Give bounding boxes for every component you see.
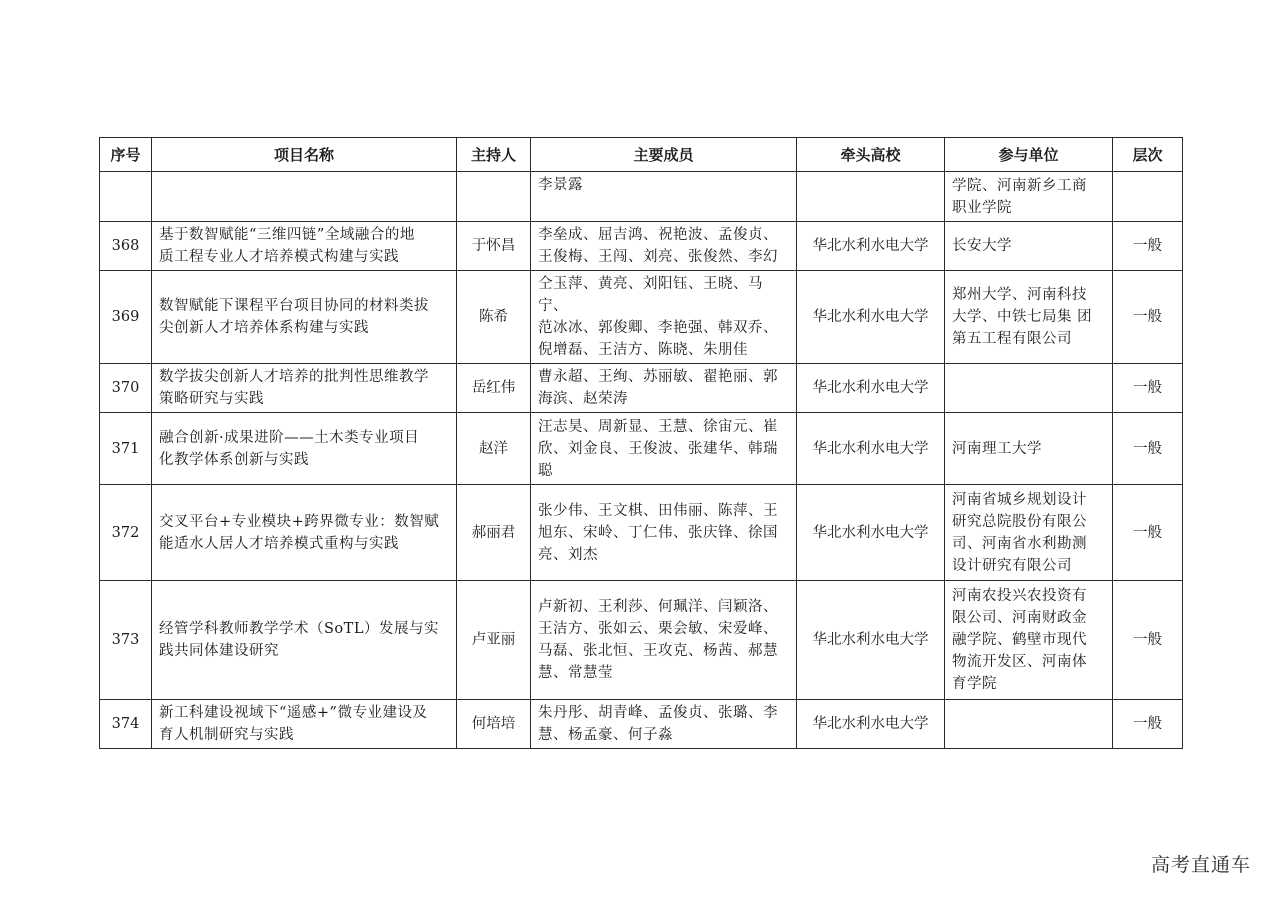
cell-members [531,364,797,413]
cell-host: 何培培 [457,700,531,749]
cell-members [531,700,797,749]
cell-level: 一般 [1113,364,1183,413]
table-row [100,271,1183,364]
cell-level [1113,172,1183,222]
header-level: 层次 [1113,138,1183,172]
members-text: 朱丹彤、胡青峰、孟俊贞、张璐、李 慧、杨孟豪、何子淼 [538,705,778,743]
cell-no: 373 [100,581,152,700]
cell-partners [945,413,1113,485]
cell-host: 于怀昌 [457,222,531,271]
cell-host: 卢亚丽 [457,581,531,700]
cell-partners [945,485,1113,581]
cell-partners [945,222,1113,271]
cell-lead-school: 华北水利水电大学 [797,485,945,581]
cell-project-name [152,413,457,485]
members-text: 曹永超、王绚、苏丽敏、翟艳丽、郭 海滨、赵荣涛 [538,369,778,407]
cell-level: 一般 [1113,581,1183,700]
cell-lead-school: 华北水利水电大学 [797,364,945,413]
cell-members [531,271,797,364]
cell-partners [945,271,1113,364]
project-name-text: 新工科建设视域下“遥感+”微专业建设及 育人机制研究与实践 [159,705,428,743]
header-host: 主持人 [457,138,531,172]
cell-partners [945,700,1113,749]
cell-project-name [152,222,457,271]
table-row [100,700,1183,749]
header-no: 序号 [100,138,152,172]
cell-partners [945,581,1113,700]
cell-lead-school: 华北水利水电大学 [797,700,945,749]
cell-project-name [152,485,457,581]
members-text: 卢新初、王利莎、何珮洋、闫颖洛、 王洁方、张如云、栗会敏、宋爱峰、 马磊、张北恒、王攻克、杨茜、郝慧 慧、常慧莹 [538,599,778,681]
cell-members [531,222,797,271]
cell-no: 374 [100,700,152,749]
partners-text: 郑州大学、河南科技 大学、中铁七局集 团 第五工程有限公司 [952,287,1093,347]
cell-host [457,172,531,222]
partners-text: 学院、河南新乡工商 职业学院 [952,177,1087,216]
cell-lead-school: 华北水利水电大学 [797,271,945,364]
cell-no [100,172,152,222]
projects-table [99,137,1183,749]
cell-no: 372 [100,485,152,581]
cell-members [531,485,797,581]
cell-host: 陈希 [457,271,531,364]
project-name-text: 交叉平台+专业模块+跨界微专业：数智赋 能适水人居人才培养模式重构与实践 [159,513,440,552]
table-row [100,413,1183,485]
cell-partners [945,172,1113,222]
members-text: 李垒成、屈吉鸿、祝艳波、孟俊贞、 王俊梅、王闯、刘亮、张俊然、李幻 [538,227,778,265]
table-row [100,485,1183,581]
partners-text: 河南农投兴农投资有 限公司、河南财政金 融学院、鹤壁市现代 物流开发区、河南体 育学院 [952,588,1087,692]
cell-host: 岳红伟 [457,364,531,413]
watermark-text: 高考直通车 [1150,854,1251,876]
cell-members [531,172,797,222]
members-text: 汪志昊、周新显、王慧、徐宙元、崔 欣、刘金良、王俊波、张建华、韩瑞 聪 [538,418,778,479]
header-lead-school: 牵头高校 [797,138,945,172]
table-row [100,364,1183,413]
header-project-name: 项目名称 [152,138,457,172]
table-row [100,172,1183,222]
cell-no: 371 [100,413,152,485]
cell-members [531,413,797,485]
cell-no: 370 [100,364,152,413]
table-row [100,581,1183,700]
table-header-row [100,138,1183,172]
cell-members [531,581,797,700]
cell-level: 一般 [1113,485,1183,581]
cell-level: 一般 [1113,271,1183,364]
cell-level: 一般 [1113,700,1183,749]
project-name-text: 经管学科教师教学学术（SoTL）发展与实 践共同体建设研究 [159,621,439,659]
cell-project-name [152,271,457,364]
cell-lead-school [797,172,945,222]
cell-level: 一般 [1113,413,1183,485]
header-members: 主要成员 [531,138,797,172]
project-name-text: 数学拔尖创新人才培养的批判性思维教学 策略研究与实践 [159,369,429,407]
project-name-text: 融合创新·成果进阶——土木类专业项目 化教学体系创新与实践 [159,429,420,468]
table-row [100,222,1183,271]
cell-lead-school: 华北水利水电大学 [797,222,945,271]
cell-no: 368 [100,222,152,271]
project-name-text: 基于数智赋能“三维四链”全域融合的地 质工程专业人才培养模式构建与实践 [159,227,415,265]
partners-text: 河南省城乡规划设计 研究总院股份有限公 司、河南省水利勘测 设计研究有限公司 [952,491,1087,574]
cell-project-name [152,581,457,700]
cell-lead-school: 华北水利水电大学 [797,581,945,700]
members-text: 仝玉萍、黄亮、刘阳钰、王晓、马宁、 范冰冰、郭俊卿、李艳强、韩双乔、 倪增磊、王洁方、陈晓、朱朋佳 [538,276,778,358]
cell-project-name [152,172,457,222]
members-text: 李景露 [538,177,583,193]
cell-project-name [152,700,457,749]
partners-text: 长安大学 [952,238,1012,254]
project-name-text: 数智赋能下课程平台项目协同的材料类拔 尖创新人才培养体系构建与实践 [159,298,429,336]
members-text: 张少伟、王文棋、田伟丽、陈萍、王 旭东、宋岭、丁仁伟、张庆锋、徐国 亮、刘杰 [538,502,778,563]
cell-no: 369 [100,271,152,364]
cell-lead-school: 华北水利水电大学 [797,413,945,485]
header-partners: 参与单位 [945,138,1113,172]
cell-host: 赵洋 [457,413,531,485]
cell-host: 郝丽君 [457,485,531,581]
cell-project-name [152,364,457,413]
partners-text: 河南理工大学 [952,440,1042,457]
cell-level: 一般 [1113,222,1183,271]
cell-partners [945,364,1113,413]
